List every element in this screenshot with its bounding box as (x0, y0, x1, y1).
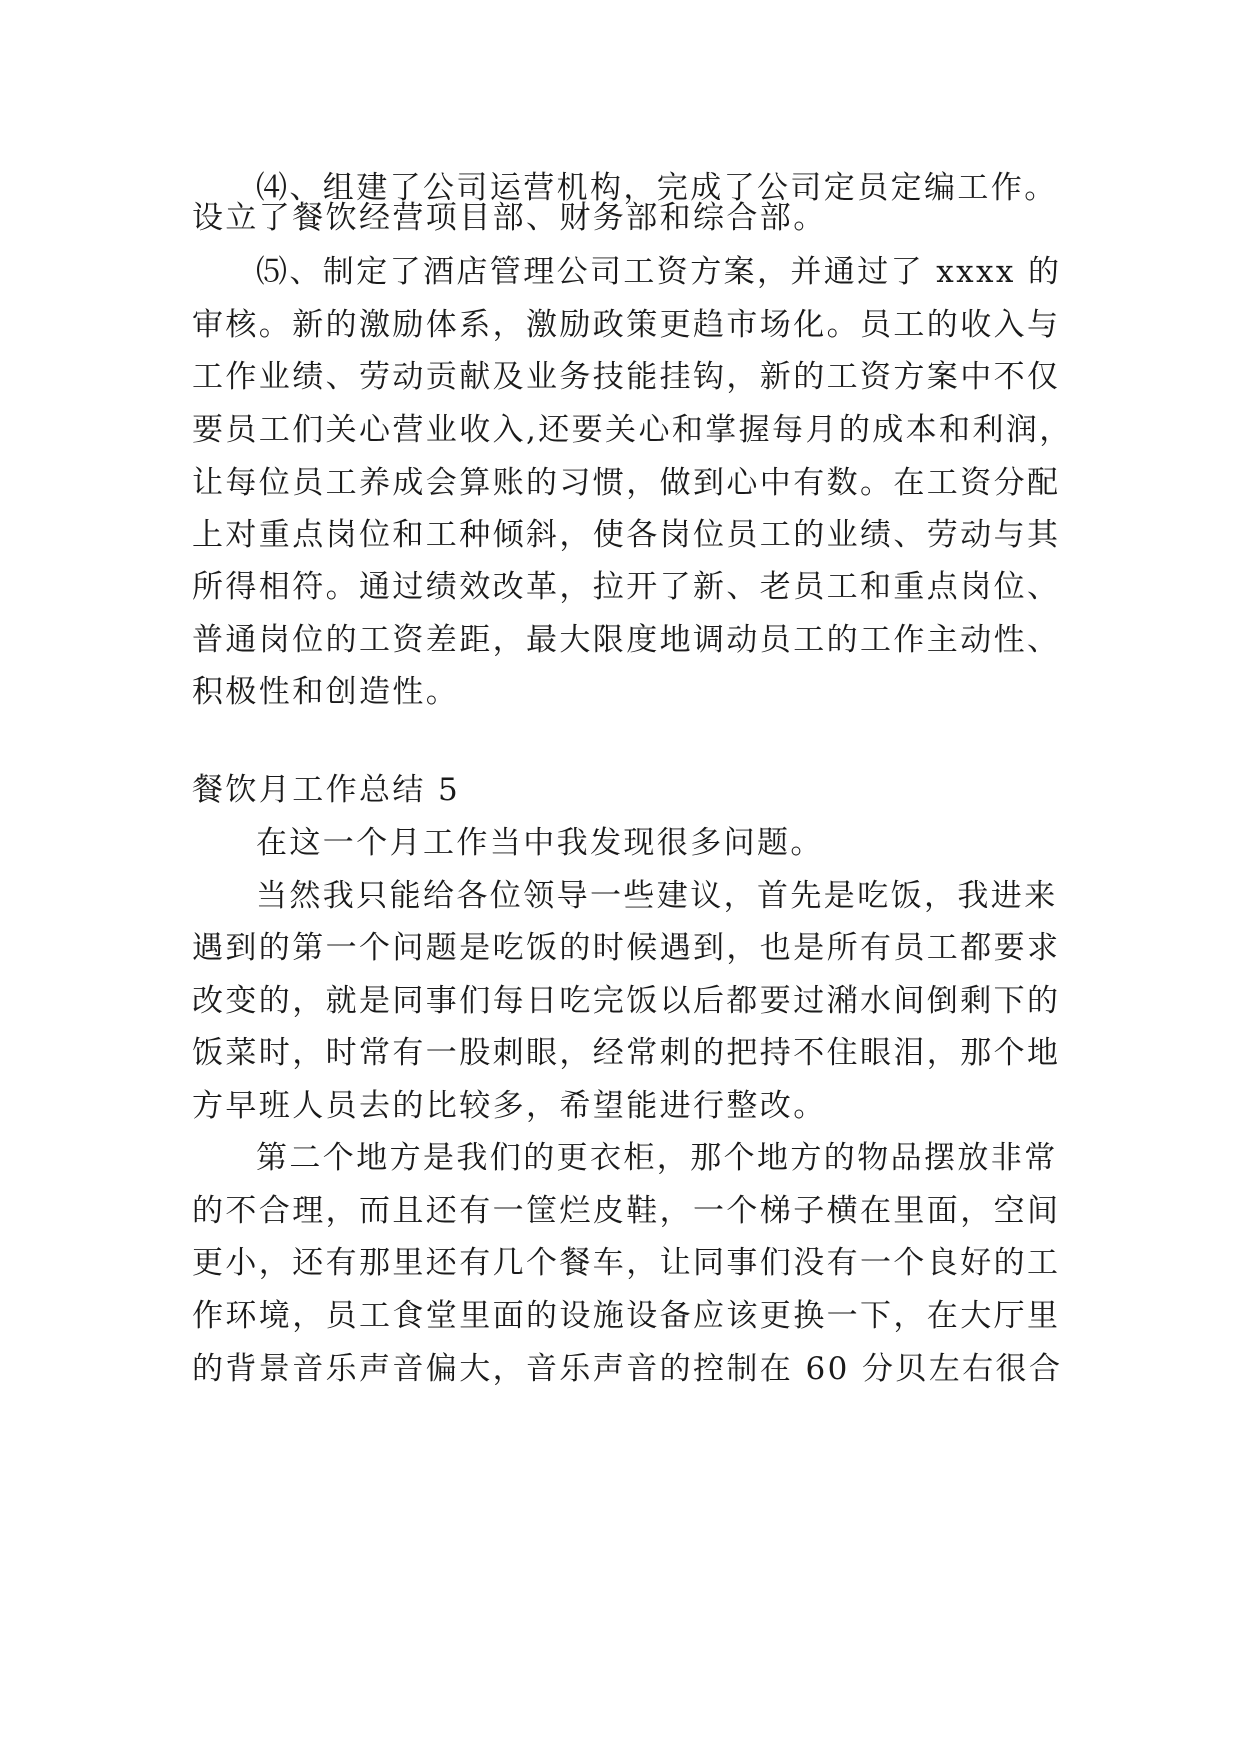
section-heading: 餐饮月工作总结 5 (192, 772, 461, 808)
section-b-para1: 在这一个月工作当中我发现很多问题。 (256, 825, 824, 861)
para3-line-5: 的背景音乐声音偏大，音乐声音的控制在 60 分贝左右很合 (192, 1351, 1063, 1387)
para5-line-6: 上对重点岗位和工种倾斜，使各岗位员工的业绩、劳动与其 (192, 517, 1061, 553)
para3-line-3: 更小，还有那里还有几个餐车，让同事们没有一个良好的工 (192, 1245, 1061, 1281)
para2-line-2: 遇到的第一个问题是吃饭的时候遇到，也是所有员工都要求 (192, 930, 1061, 966)
para5-line-8: 普通岗位的工资差距，最大限度地调动员工的工作主动性、 (192, 622, 1061, 658)
para2-line-5: 方早班人员去的比较多，希望能进行整改。 (192, 1088, 827, 1124)
para5-line-5: 让每位员工养成会算账的习惯，做到心中有数。在工资分配 (192, 465, 1061, 501)
para5-line-7: 所得相符。通过绩效改革，拉开了新、老员工和重点岗位、 (192, 569, 1061, 605)
para5-line-4: 要员工们关心营业收入,还要关心和掌握每月的成本和利润， (192, 412, 1073, 448)
para5-line-9: 积极性和创造性。 (192, 674, 460, 710)
para2-line-4: 饭菜时，时常有一股刺眼，经常刺的把持不住眼泪，那个地 (192, 1035, 1061, 1071)
para5-line-2: 审核。新的激励体系，激励政策更趋市场化。员工的收入与 (192, 307, 1061, 343)
para2-line-1: 当然我只能给各位领导一些建议，首先是吃饭，我进来 (256, 878, 1058, 914)
para3-line-1: 第二个地方是我们的更衣柜，那个地方的物品摆放非常 (256, 1140, 1058, 1176)
para4-line-2: 设立了餐饮经营项目部、财务部和综合部。 (192, 200, 827, 236)
para3-line-4: 作环境，员工食堂里面的设施设备应该更换一下，在大厅里 (192, 1298, 1061, 1334)
para2-line-3: 改变的，就是同事们每日吃完饭以后都要过潲水间倒剩下的 (192, 983, 1061, 1019)
para5-line-3: 工作业绩、劳动贡献及业务技能挂钩，新的工资方案中不仅 (192, 359, 1061, 395)
para4-line-1: ⑷、组建了公司运营机构，完成了公司定员定编工作。 (256, 170, 1058, 206)
para5-line-1: ⑸、制定了酒店管理公司工资方案，并通过了 xxxx 的 (256, 254, 1062, 290)
para3-line-2: 的不合理，而且还有一筐烂皮鞋，一个梯子横在里面，空间 (192, 1193, 1061, 1229)
